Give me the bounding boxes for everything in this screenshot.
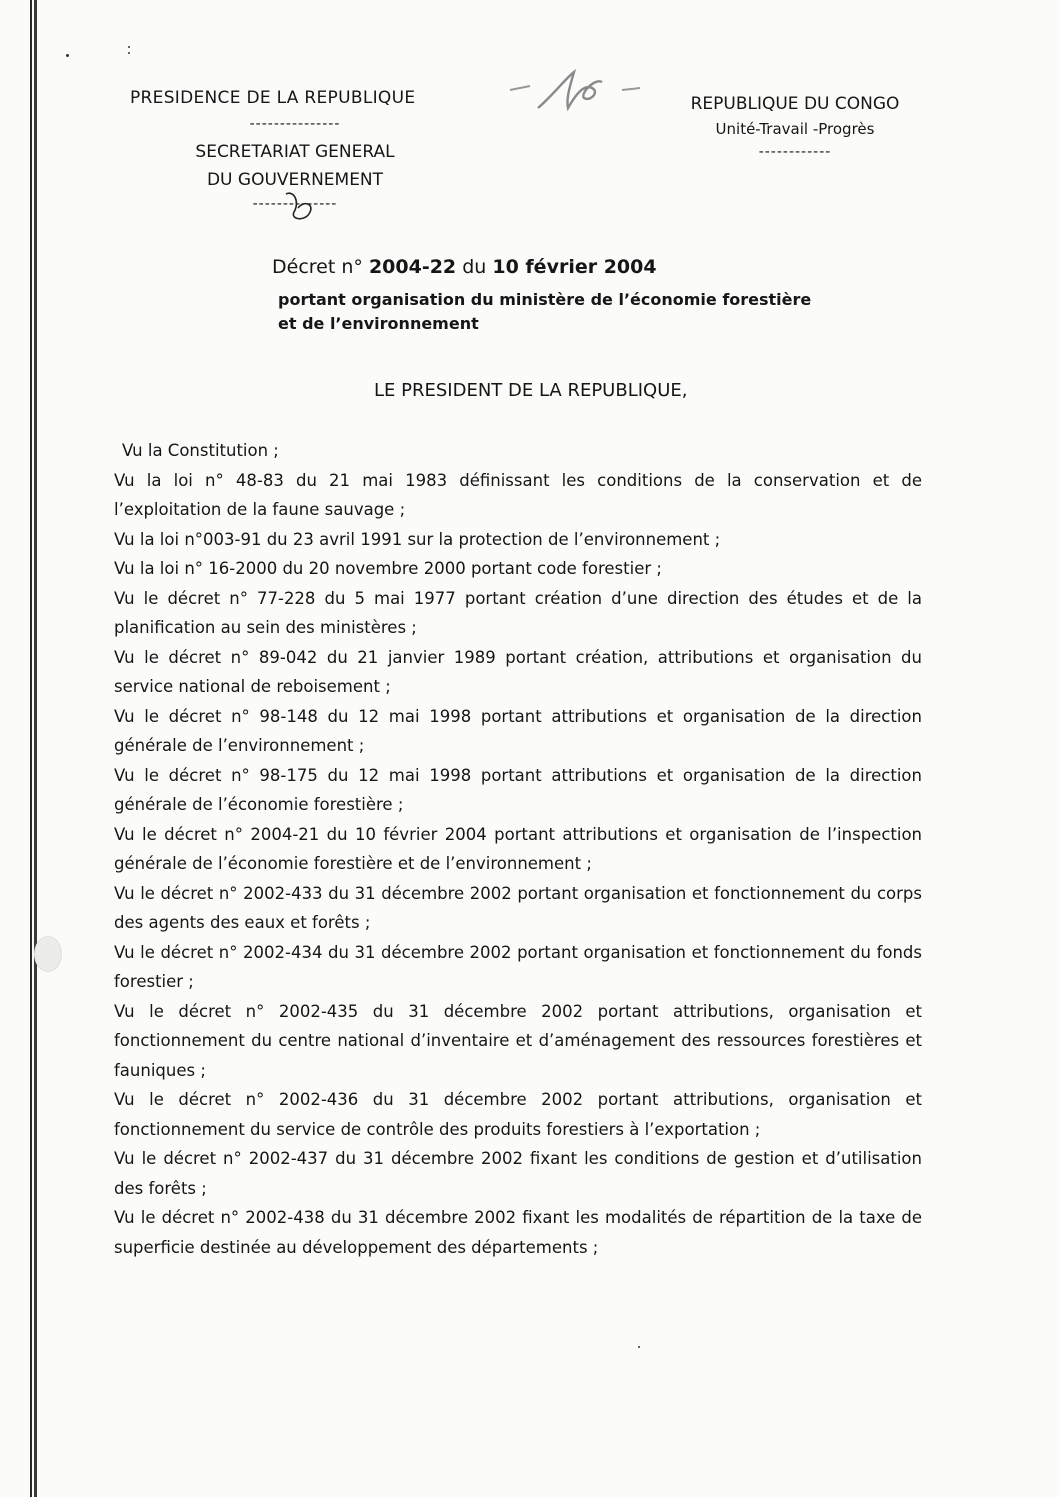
national-motto: Unité-Travail -Progrès <box>715 120 875 138</box>
decree-header <box>272 256 912 336</box>
consideration-item: Vu le décret n° 2002-437 du 31 décembre 2002 fixant les conditions de gestion et d’utilisation des forêts ; <box>114 1149 922 1198</box>
consideration-item: Vu la Constitution ; <box>122 441 279 460</box>
seal-separator: -------------- <box>252 196 338 212</box>
consideration-item: Vu le décret n° 2002-435 du 31 décembre 2002 portant attributions, organisation et fonctionnement du centre national d’inventaire et d’aménagement des ressources forestières et fauniques ; <box>114 1001 922 1080</box>
consideration-item: Vu le décret n° 2002-436 du 31 décembre 2002 portant attributions, organisation et fonctionnement du service de contrôle des produits forestiers à l’exportation ; <box>114 1090 922 1139</box>
state-identity <box>660 94 930 160</box>
consideration-item: Vu la loi n° 48-83 du 21 mai 1983 définissant les conditions de la conservation et de l’exploitation de la faune sauvage ; <box>114 470 922 519</box>
decree-subject-line-1: portant organisation du ministère de l’économie forestière <box>278 290 812 309</box>
considerations-list <box>114 436 922 1262</box>
initials-mark-icon <box>280 188 320 228</box>
consideration-item: Vu le décret n° 2004-21 du 10 février 2004 portant attributions et organisation de l’inspection générale de l’économie forestière et de l’environnement ; <box>114 824 922 873</box>
decree-date: 10 février 2004 <box>492 256 657 278</box>
decree-title-prefix: Décret n° <box>272 256 363 278</box>
president-heading: LE PRESIDENT DE LA REPUBLIQUE, <box>374 380 688 401</box>
motto-separator: ------------ <box>758 144 832 160</box>
consideration-item: Vu le décret n° 98-175 du 12 mai 1998 portant attributions et organisation de la direction générale de l’économie forestière ; <box>114 765 922 814</box>
page-mark-text: -18- <box>504 64 506 65</box>
consideration-item: Vu le décret n° 2002-434 du 31 décembre 2002 portant organisation et fonctionnement du fonds forestier ; <box>114 942 922 991</box>
consideration-item: Vu le décret n° 2002-438 du 31 décembre 2002 fixant les modalités de répartition de la taxe de superficie destinée au développement des départements ; <box>114 1208 922 1257</box>
header-separator: --------------- <box>249 116 341 132</box>
consideration-item: Vu le décret n° 2002-433 du 31 décembre 2002 portant organisation et fonctionnement du corps des agents des eaux et forêts ; <box>114 883 922 932</box>
secretariat-line-1: SECRETARIAT GENERAL <box>195 142 395 162</box>
consideration-item: Vu la loi n°003-91 du 23 avril 1991 sur la protection de l’environnement ; <box>114 529 721 549</box>
page-binding-edge <box>30 0 38 1497</box>
secretariat-line-2: DU GOUVERNEMENT <box>206 170 384 190</box>
decree-date-prefix: du <box>462 256 487 278</box>
decree-subject <box>278 288 912 336</box>
consideration-item: Vu la loi n° 16-2000 du 20 novembre 2000 portant code forestier ; <box>114 559 662 578</box>
punch-hole <box>34 936 62 972</box>
presidency-label: PRESIDENCE DE LA REPUBLIQUE <box>130 88 416 108</box>
consideration-item: Vu le décret n° 98-148 du 12 mai 1998 portant attributions et organisation de la direction générale de l’environnement ; <box>114 706 922 755</box>
consideration-item: Vu le décret n° 77-228 du 5 mai 1977 portant création d’une direction des études et de la planification au sein des ministères ; <box>114 588 922 637</box>
consideration-item: Vu le décret n° 89-042 du 21 janvier 1989 portant création, attributions et organisation du service national de reboisement ; <box>114 647 922 696</box>
decree-number: 2004-22 <box>368 256 457 278</box>
country-name: REPUBLIQUE DU CONGO <box>690 94 900 114</box>
decree-subject-line-2: et de l’environnement <box>278 314 479 333</box>
handwritten-page-number <box>504 64 654 124</box>
issuing-authority <box>120 88 470 212</box>
decree-title <box>272 256 912 278</box>
